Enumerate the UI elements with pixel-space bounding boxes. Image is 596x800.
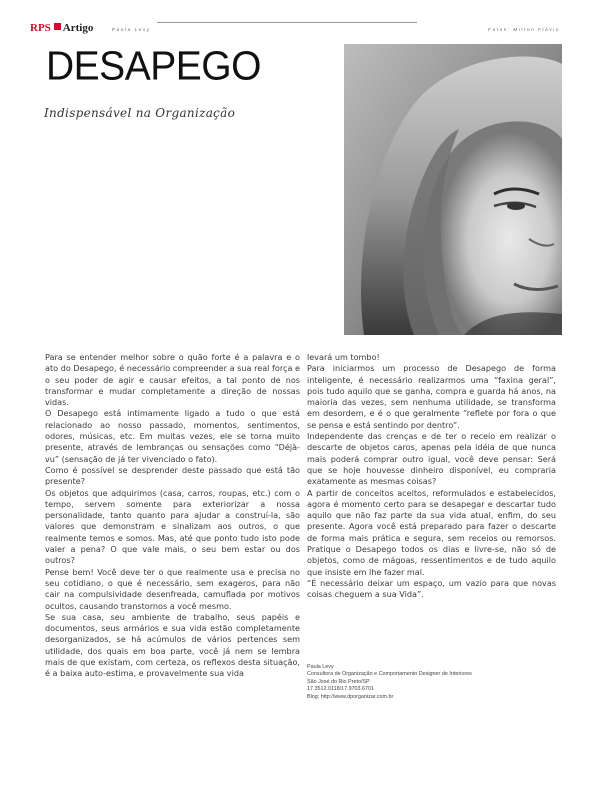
paragraph: Como é possível se desprender deste passado que está tão presente?	[45, 464, 300, 487]
paragraph: O Desapego está intimamente ligado a tudo o que está relacionado ao nosso passado, momentos, sentimentos, odores, músicas, etc. Em muitas vezes, ele se torna muito presente, através de lembranças ou sensações como “Déjà-vu” (sensação de já ter vivenciado o fato).	[45, 408, 300, 464]
article-title: DESAPEGO	[46, 43, 261, 90]
signature-phone: 17.3512.0118/17.9703.6701	[307, 686, 375, 693]
article-column-left	[45, 352, 300, 680]
paragraph: Os objetos que adquirimos (casa, carros, roupas, etc.) com o tempo, servem somente para exteriorizar a nossa personalidade, tanto quanto para ajudar a construí-la, são valores que demonstram e sinalizam aos outros, o que realmente temos e somos. Mas, até que ponto tudo isto pode valer a pena? O que vale mais, o seu bem estar ou dos outros?	[45, 487, 300, 566]
portrait-image	[344, 44, 562, 335]
signature-city: São José do Rio Preto/SP	[307, 678, 370, 685]
signature-blog-link[interactable]: Blog: http://www.dporganizar.com.br	[307, 693, 394, 700]
paragraph: Pense bem! Você deve ter o que realmente usa e precisa no seu cotidiano, o que é necessário, sem exageros, para não cair na compulsividade desenfreada, camuflada por motivos ocultos, causando transtornos a você mesmo.	[45, 566, 300, 611]
paragraph: Para se entender melhor sobre o quão forte é a palavra e o ato do Desapego, é necessário compreender a sua real força e o seu poder de agir e causar efeitos, a tal ponto de nos transformar e mudar completamente a direção de nossas vidas.	[45, 352, 300, 408]
page-header	[30, 22, 560, 36]
signature-role: Consultora de Organização e Comportamento Designer de Interiores	[307, 671, 472, 678]
paragraph: Independente das crenças e de ter o receio em realizar o descarte de objetos caros, apenas pela idéia de que nunca mais poderá comprar outro igual, você deve pensar: Será que se hoje houvesse dinheiro disponível, eu compraria exatamente as mesmas coisas?	[307, 431, 556, 487]
magazine-brand	[30, 22, 93, 34]
author-signature	[307, 664, 537, 701]
paragraph: Se sua casa, seu ambiente de trabalho, seus papéis e documentos, seus armários e sua vida estão completamente desorganizados, se há acúmulos de vários pertences sem utilidade, dos quais em boa parte, você já nem se lembra mais de que existam, com certeza, os reflexos desta situação, é a baixa auto-estima, e provavelmente sua vida	[45, 611, 300, 679]
brand-square-icon	[54, 23, 61, 30]
paragraph: levará um tombo!	[307, 352, 380, 362]
article-subtitle: Indispensável na Organização	[44, 106, 236, 120]
paragraph: A partir de conceitos aceitos, reformulados e estabelecidos, agora é momento certo para se desapegar e descartar tudo aquilo que não faz parte da sua vida atual, enfim, do seu presente. Agora você está preparado para fazer o descarte de forma mais prática e segura, sem receios ou remorsos. Pratique o Desapego todos os dias e livre-se, não só de objetos, como de mágoas, ressentimentos e de tudo aquilo que insiste em lhe fazer mal.	[307, 487, 556, 577]
section-label: Artigo	[62, 22, 94, 34]
paragraph: Para iniciarmos um processo de Desapego de forma inteligente, é necessário realizarmos uma “faxina geral”, pois tudo aquilo que se ganha, compra e guarda há anos, na maioria das vezes, sem nenhuma utilidade, se transforma em desordem, e é o que geralmente “reflete por fora o que se pensa e está sentindo por dentro”.	[307, 363, 556, 430]
author-portrait	[344, 44, 562, 335]
photo-credit: Fotos: Milton Flávio	[488, 27, 560, 32]
header-author: Paula Levy	[112, 27, 151, 32]
header-rule	[157, 22, 417, 23]
article-column-right	[307, 352, 556, 601]
signature-name: Paula Levy	[307, 664, 334, 670]
brand-rps: RPS	[30, 22, 51, 34]
pull-quote: “É necessário deixar um espaço, um vazio para que novas coisas cheguem a sua Vida”.	[307, 577, 556, 600]
